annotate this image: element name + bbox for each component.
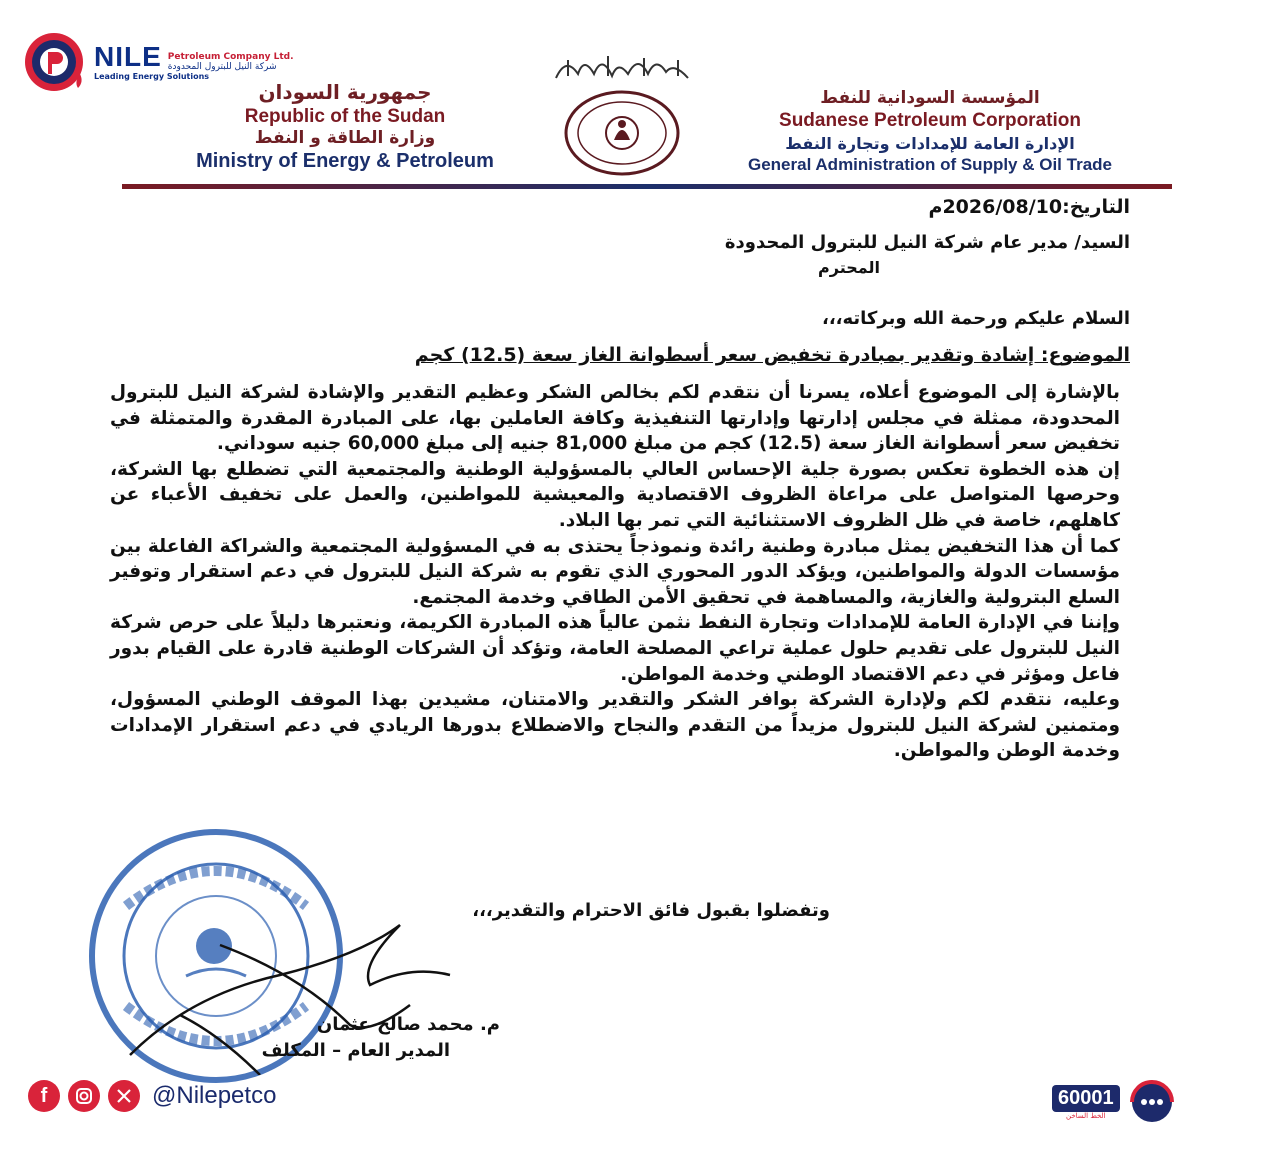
basmala-calligraphy xyxy=(548,48,698,88)
letter-paragraph: إن هذه الخطوة تعكس بصورة جلية الإحساس العالي بالمسؤولية الوطنية والمجتمعية التي تضطلع بها الشركة، وحرصها المتواصل على مراعاة الظروف الاقتصادية والمعيشية للمواطنين، والعمل على تخفيف الأعباء عن كاهلهم، خاصة في ظل الظروف الاستثنائية التي تمر بها البلاد. xyxy=(110,458,1120,531)
letter-paragraph: كما أن هذا التخفيض يمثل مبادرة وطنية رائدة ونموذجاً يحتذى به في المسؤولية المجتمعية والشراكة الفاعلة بين مؤسسات الدولة والمواطنين، ويؤكد الدور المحوري الذي تقوم به شركة النيل للبترول في دعم استقرار وتوفير السلع البترولية والغازية، والمساهمة في تحقيق الأمن الطاقي وخدمة المجتمع. xyxy=(110,535,1120,608)
x-twitter-icon[interactable] xyxy=(108,1080,140,1112)
header-en-admin: General Administration of Supply & Oil Trade xyxy=(748,155,1112,174)
hotline-number: 60001 xyxy=(1052,1085,1120,1112)
social-handle[interactable]: @Nilepetco xyxy=(152,1082,277,1109)
letter-subject xyxy=(130,344,1130,366)
header-left xyxy=(140,80,550,173)
letter-closing: وتفضلوا بقبول فائق الاحترام والتقدير،،، xyxy=(472,900,830,921)
header-ar-corp: المؤسسة السودانية للنفط xyxy=(820,88,1040,108)
letter-date: التاريخ:2026/08/10م xyxy=(928,196,1130,218)
letter-paragraph: بالإشارة إلى الموضوع أعلاه، يسرنا أن نتقدم لكم بخالص الشكر وعظيم التقدير والإشادة لشركة النيل للبترول المحدودة، ممثلة في مجلس إدارتها وإدارتها التنفيذية وكافة العاملين بها، على المبادرة المقدرة والمتمثلة في تخفيض سعر أسطوانة الغاز سعة (12.5) كجم من مبلغ 81,000 جنيه إلى مبلغ 60,000 جنيه سوداني. xyxy=(110,382,1120,455)
nile-logo-icon xyxy=(22,30,86,94)
header-divider xyxy=(122,184,1172,189)
corporation-emblem-icon xyxy=(562,90,682,176)
header-en-country: Republic of the Sudan xyxy=(244,106,446,127)
instagram-icon[interactable] xyxy=(68,1080,100,1112)
brand-tagline: Leading Energy Solutions xyxy=(94,72,210,81)
brand-company: Petroleum Company Ltd. xyxy=(167,52,294,63)
header-en-corp: Sudanese Petroleum Corporation xyxy=(779,110,1081,131)
signatory-title: المدير العام – المكلف xyxy=(261,1040,450,1061)
chat-headset-icon xyxy=(1126,1076,1178,1128)
brand-arabic: شركة النيل للبترول المحدودة xyxy=(167,62,277,73)
header-ar-country: جمهورية السودان xyxy=(258,80,432,104)
letter-greeting: السلام عليكم ورحمة الله وبركاته،،، xyxy=(821,308,1130,329)
facebook-icon[interactable]: f xyxy=(28,1080,60,1112)
header-right xyxy=(690,88,1170,175)
signatory-name: م. محمد صالح عثمان xyxy=(316,1014,500,1035)
header-ar-ministry: وزارة الطاقة و النفط xyxy=(254,128,436,148)
social-links xyxy=(28,1080,276,1112)
letter-subject-text: الموضوع: إشادة وتقدير بمبادرة تخفيض سعر أسطوانة الغاز سعة (12.5) كجم xyxy=(414,344,1130,366)
brand-name: NILE xyxy=(94,41,162,73)
letter-paragraph: وعليه، نتقدم لكم ولإدارة الشركة بوافر الشكر والتقدير والامتنان، مشيدين بهذا الموقف الوطني المسؤول، ومتمنين لشركة النيل للبترول مزيداً من التقدم والنجاح والاضطلاع بدورها الريادي في دعم استقرار الإمدادات وخدمة الوطن والمواطن. xyxy=(110,689,1120,762)
header-en-ministry: Ministry of Energy & Petroleum xyxy=(196,150,494,172)
hotline-badge xyxy=(1052,1076,1178,1128)
letter-paragraph: وإننا في الإدارة العامة للإمدادات وتجارة النفط نثمن عالياً هذه المبادرة الكريمة، ونعتبرها دليلاً على حرص شركة النيل للبترول على تقديم حلول عملية تراعي المصلحة العامة، وتؤكد أن الشركات الوطنية قادرة على القيام بدور فاعل ومؤثر في دعم الاقتصاد الوطني وخدمة المواطن. xyxy=(110,612,1120,685)
letter-honorific: المحترم xyxy=(818,258,880,277)
letter-body xyxy=(110,380,1120,764)
header-ar-admin: الإدارة العامة للإمدادات وتجارة النفط xyxy=(785,134,1075,153)
hotline-label: الخط الساخن xyxy=(1066,1111,1106,1120)
letter-addressee: السيد/ مدير عام شركة النيل للبترول المحدودة xyxy=(724,232,1130,253)
